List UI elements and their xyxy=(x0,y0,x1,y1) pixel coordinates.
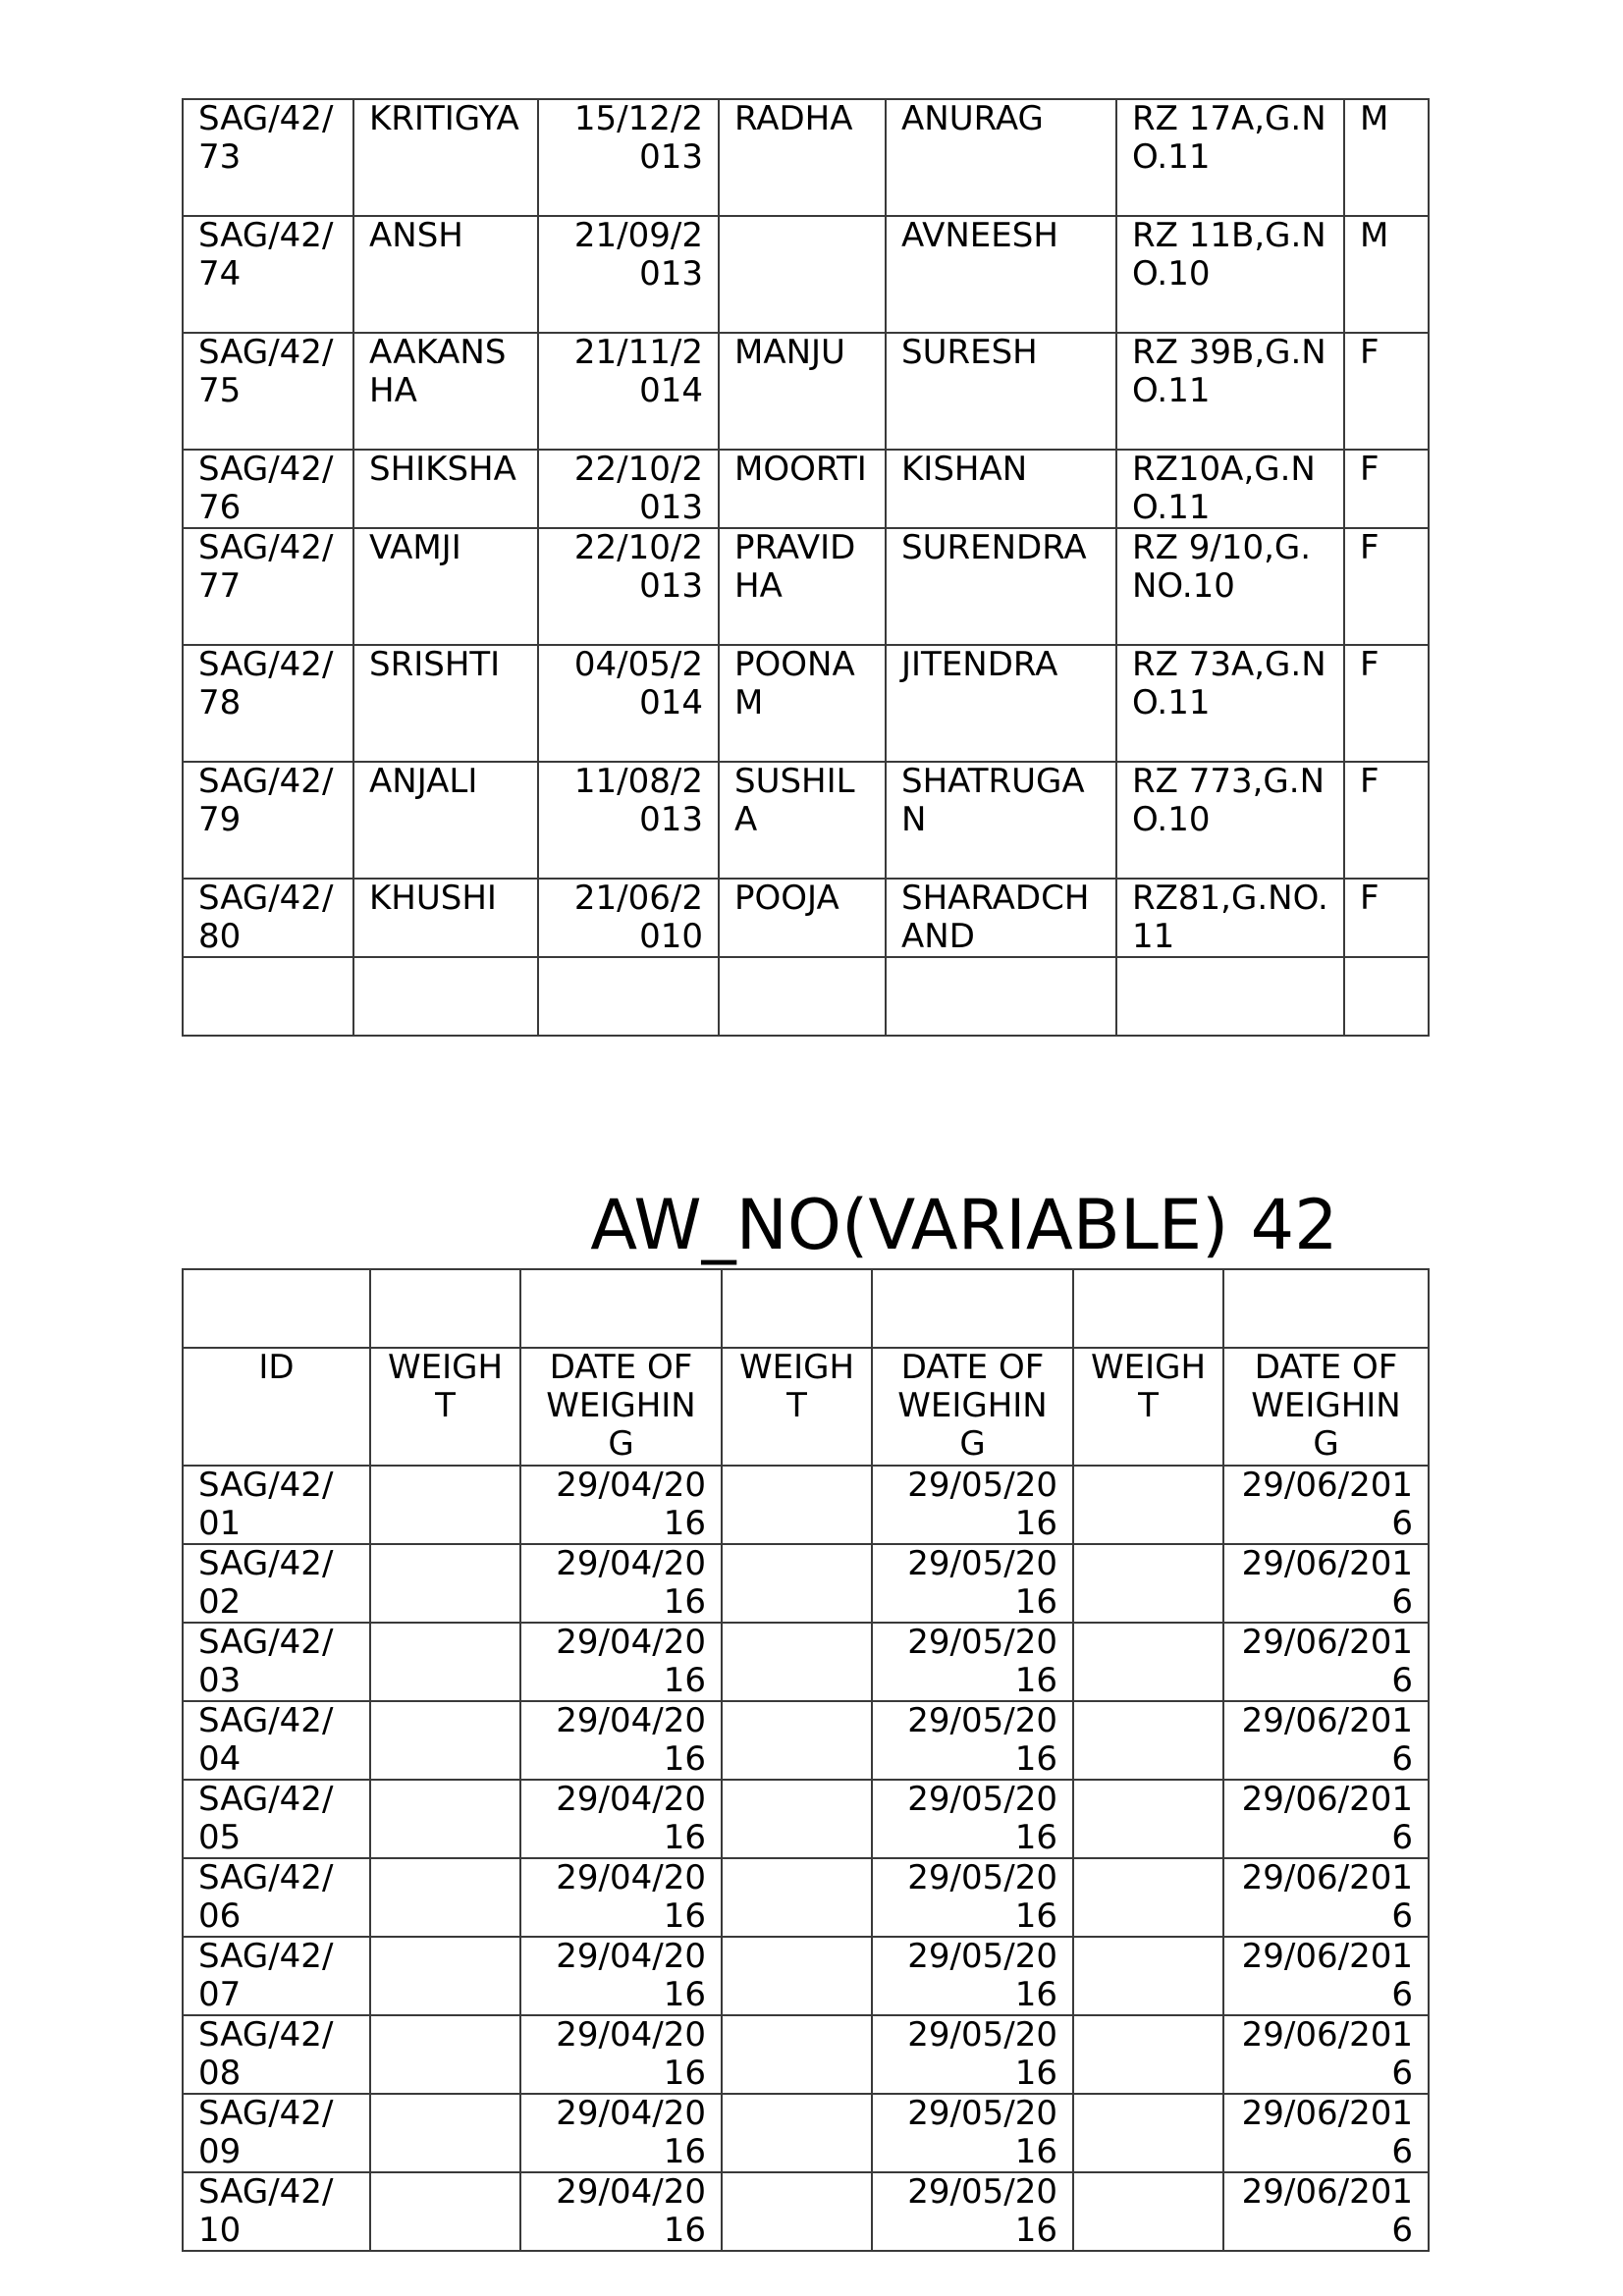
weight-2 xyxy=(722,1780,872,1858)
address: RZ81,G.NO.11 xyxy=(1116,879,1344,957)
weighing-date-2: 29/05/2016 xyxy=(872,1780,1073,1858)
column-header-date-2: DATE OF WEIGHING xyxy=(872,1348,1073,1466)
weighing-date-2: 29/05/2016 xyxy=(872,1937,1073,2015)
weight-3 xyxy=(1073,1623,1223,1701)
mother-name: POOJA xyxy=(719,879,886,957)
column-header-weight-2: WEIGHT xyxy=(722,1348,872,1466)
date-of-birth: 21/11/2014 xyxy=(538,333,719,450)
student-register-table xyxy=(182,98,1430,1037)
address: RZ 17A,G.NO.11 xyxy=(1116,99,1344,216)
weight-3 xyxy=(1073,1544,1223,1623)
weighing-date-1: 29/04/2016 xyxy=(520,1466,722,1544)
date-of-birth: 22/10/2013 xyxy=(538,528,719,645)
weight-1 xyxy=(370,2172,520,2251)
table-row xyxy=(183,2172,1429,2251)
table-row xyxy=(183,1623,1429,1701)
weight-3 xyxy=(1073,2015,1223,2094)
gender: F xyxy=(1344,333,1429,450)
weighing-date-3: 29/06/2016 xyxy=(1223,1544,1429,1623)
weight-2 xyxy=(722,1701,872,1780)
table-row xyxy=(183,1701,1429,1780)
weight-3 xyxy=(1073,1701,1223,1780)
weight-3 xyxy=(1073,2094,1223,2172)
weighing-date-3: 29/06/2016 xyxy=(1223,1937,1429,2015)
date-of-birth: 04/05/2014 xyxy=(538,645,719,762)
date-of-birth: 15/12/2013 xyxy=(538,99,719,216)
child-id: SAG/42/06 xyxy=(183,1858,370,1937)
empty-cell xyxy=(722,1269,872,1348)
mother-name: MANJU xyxy=(719,333,886,450)
empty-cell xyxy=(538,957,719,1036)
mother-name: POONAM xyxy=(719,645,886,762)
empty-row xyxy=(183,957,1429,1036)
address: RZ 773,G.NO.10 xyxy=(1116,762,1344,879)
weighing-date-2: 29/05/2016 xyxy=(872,2094,1073,2172)
empty-cell xyxy=(719,957,886,1036)
weight-1 xyxy=(370,1544,520,1623)
table-row xyxy=(183,1544,1429,1623)
student-id: SAG/42/78 xyxy=(183,645,353,762)
weighing-date-3: 29/06/2016 xyxy=(1223,1701,1429,1780)
date-of-birth: 21/06/2010 xyxy=(538,879,719,957)
table-row xyxy=(183,645,1429,762)
table-row xyxy=(183,879,1429,957)
student-id: SAG/42/73 xyxy=(183,99,353,216)
weight-3 xyxy=(1073,1466,1223,1544)
weighing-date-3: 29/06/2016 xyxy=(1223,1466,1429,1544)
table-row xyxy=(183,528,1429,645)
weight-1 xyxy=(370,1858,520,1937)
father-name: JITENDRA xyxy=(886,645,1116,762)
weighing-date-2: 29/05/2016 xyxy=(872,2172,1073,2251)
weighing-date-1: 29/04/2016 xyxy=(520,1937,722,2015)
father-name: SURESH xyxy=(886,333,1116,450)
weight-2 xyxy=(722,1623,872,1701)
table-row xyxy=(183,2015,1429,2094)
mother-name: SUSHILA xyxy=(719,762,886,879)
weight-2 xyxy=(722,2094,872,2172)
weighing-date-1: 29/04/2016 xyxy=(520,1623,722,1701)
mother-name: PRAVIDHA xyxy=(719,528,886,645)
weighing-date-2: 29/05/2016 xyxy=(872,1701,1073,1780)
weighing-date-1: 29/04/2016 xyxy=(520,2094,722,2172)
address: RZ10A,G.NO.11 xyxy=(1116,450,1344,528)
student-id: SAG/42/75 xyxy=(183,333,353,450)
weight-3 xyxy=(1073,1780,1223,1858)
empty-cell xyxy=(520,1269,722,1348)
gender: F xyxy=(1344,645,1429,762)
gender: F xyxy=(1344,528,1429,645)
empty-cell xyxy=(183,957,353,1036)
father-name: ANURAG xyxy=(886,99,1116,216)
gender: M xyxy=(1344,216,1429,333)
weight-2 xyxy=(722,1858,872,1937)
mother-name xyxy=(719,216,886,333)
weighing-date-2: 29/05/2016 xyxy=(872,2015,1073,2094)
empty-cell xyxy=(1223,1269,1429,1348)
student-id: SAG/42/76 xyxy=(183,450,353,528)
mother-name: RADHA xyxy=(719,99,886,216)
address: RZ 11B,G.NO.10 xyxy=(1116,216,1344,333)
weighing-date-1: 29/04/2016 xyxy=(520,1701,722,1780)
gender: F xyxy=(1344,450,1429,528)
weight-1 xyxy=(370,1701,520,1780)
student-id: SAG/42/79 xyxy=(183,762,353,879)
gender: F xyxy=(1344,879,1429,957)
weight-1 xyxy=(370,1780,520,1858)
student-name: ANJALI xyxy=(353,762,538,879)
empty-cell xyxy=(183,1269,370,1348)
table-row xyxy=(183,99,1429,216)
table-row xyxy=(183,762,1429,879)
empty-cell xyxy=(1344,957,1429,1036)
column-header-weight-3: WEIGHT xyxy=(1073,1348,1223,1466)
mother-name: MOORTI xyxy=(719,450,886,528)
weighing-table xyxy=(182,1268,1430,2252)
weighing-date-1: 29/04/2016 xyxy=(520,2015,722,2094)
empty-cell xyxy=(353,957,538,1036)
child-id: SAG/42/08 xyxy=(183,2015,370,2094)
address: RZ 39B,G.NO.11 xyxy=(1116,333,1344,450)
table-row xyxy=(183,1937,1429,2015)
child-id: SAG/42/05 xyxy=(183,1780,370,1858)
weighing-date-3: 29/06/2016 xyxy=(1223,1623,1429,1701)
father-name: KISHAN xyxy=(886,450,1116,528)
weighing-date-1: 29/04/2016 xyxy=(520,1780,722,1858)
empty-cell xyxy=(886,957,1116,1036)
father-name: AVNEESH xyxy=(886,216,1116,333)
column-header-weight-1: WEIGHT xyxy=(370,1348,520,1466)
weight-2 xyxy=(722,1544,872,1623)
student-name: AAKANSHA xyxy=(353,333,538,450)
weighing-date-1: 29/04/2016 xyxy=(520,2172,722,2251)
weight-3 xyxy=(1073,1937,1223,2015)
weight-3 xyxy=(1073,2172,1223,2251)
column-header-date-1: DATE OF WEIGHING xyxy=(520,1348,722,1466)
weight-2 xyxy=(722,2015,872,2094)
table-row xyxy=(183,1780,1429,1858)
table-row xyxy=(183,333,1429,450)
weighing-date-2: 29/05/2016 xyxy=(872,1544,1073,1623)
gender: F xyxy=(1344,762,1429,879)
weighing-section-title: AW_NO(VARIABLE) 42 xyxy=(590,1185,1338,1265)
student-name: KRITIGYA xyxy=(353,99,538,216)
child-id: SAG/42/01 xyxy=(183,1466,370,1544)
student-name: SHIKSHA xyxy=(353,450,538,528)
student-id: SAG/42/74 xyxy=(183,216,353,333)
weight-2 xyxy=(722,1937,872,2015)
student-name: VAMJI xyxy=(353,528,538,645)
child-id: SAG/42/02 xyxy=(183,1544,370,1623)
table-row xyxy=(183,450,1429,528)
child-id: SAG/42/09 xyxy=(183,2094,370,2172)
blank-header-row xyxy=(183,1269,1429,1348)
date-of-birth: 22/10/2013 xyxy=(538,450,719,528)
table-row xyxy=(183,2094,1429,2172)
weighing-date-2: 29/05/2016 xyxy=(872,1623,1073,1701)
student-name: ANSH xyxy=(353,216,538,333)
student-name: SRISHTI xyxy=(353,645,538,762)
weighing-date-3: 29/06/2016 xyxy=(1223,2172,1429,2251)
weighing-date-3: 29/06/2016 xyxy=(1223,1858,1429,1937)
table-row xyxy=(183,216,1429,333)
gender: M xyxy=(1344,99,1429,216)
empty-cell xyxy=(1116,957,1344,1036)
weight-1 xyxy=(370,1466,520,1544)
column-header-id: ID xyxy=(183,1348,370,1466)
weight-1 xyxy=(370,2094,520,2172)
empty-cell xyxy=(1073,1269,1223,1348)
column-header-row xyxy=(183,1348,1429,1466)
father-name: SHARADCHAND xyxy=(886,879,1116,957)
weight-3 xyxy=(1073,1858,1223,1937)
child-id: SAG/42/10 xyxy=(183,2172,370,2251)
student-id: SAG/42/77 xyxy=(183,528,353,645)
date-of-birth: 11/08/2013 xyxy=(538,762,719,879)
weighing-date-2: 29/05/2016 xyxy=(872,1466,1073,1544)
weighing-date-3: 29/06/2016 xyxy=(1223,1780,1429,1858)
child-id: SAG/42/04 xyxy=(183,1701,370,1780)
column-header-date-3: DATE OF WEIGHING xyxy=(1223,1348,1429,1466)
child-id: SAG/42/03 xyxy=(183,1623,370,1701)
empty-cell xyxy=(370,1269,520,1348)
student-name: KHUSHI xyxy=(353,879,538,957)
empty-cell xyxy=(872,1269,1073,1348)
address: RZ 73A,G.NO.11 xyxy=(1116,645,1344,762)
weight-1 xyxy=(370,2015,520,2094)
weight-2 xyxy=(722,2172,872,2251)
father-name: SHATRUGAN xyxy=(886,762,1116,879)
weighing-date-3: 29/06/2016 xyxy=(1223,2015,1429,2094)
father-name: SURENDRA xyxy=(886,528,1116,645)
table-row xyxy=(183,1858,1429,1937)
weighing-date-1: 29/04/2016 xyxy=(520,1858,722,1937)
weight-1 xyxy=(370,1623,520,1701)
weight-2 xyxy=(722,1466,872,1544)
weighing-date-1: 29/04/2016 xyxy=(520,1544,722,1623)
child-id: SAG/42/07 xyxy=(183,1937,370,2015)
address: RZ 9/10,G.NO.10 xyxy=(1116,528,1344,645)
date-of-birth: 21/09/2013 xyxy=(538,216,719,333)
weighing-date-3: 29/06/2016 xyxy=(1223,2094,1429,2172)
weight-1 xyxy=(370,1937,520,2015)
student-id: SAG/42/80 xyxy=(183,879,353,957)
table-row xyxy=(183,1466,1429,1544)
weighing-date-2: 29/05/2016 xyxy=(872,1858,1073,1937)
